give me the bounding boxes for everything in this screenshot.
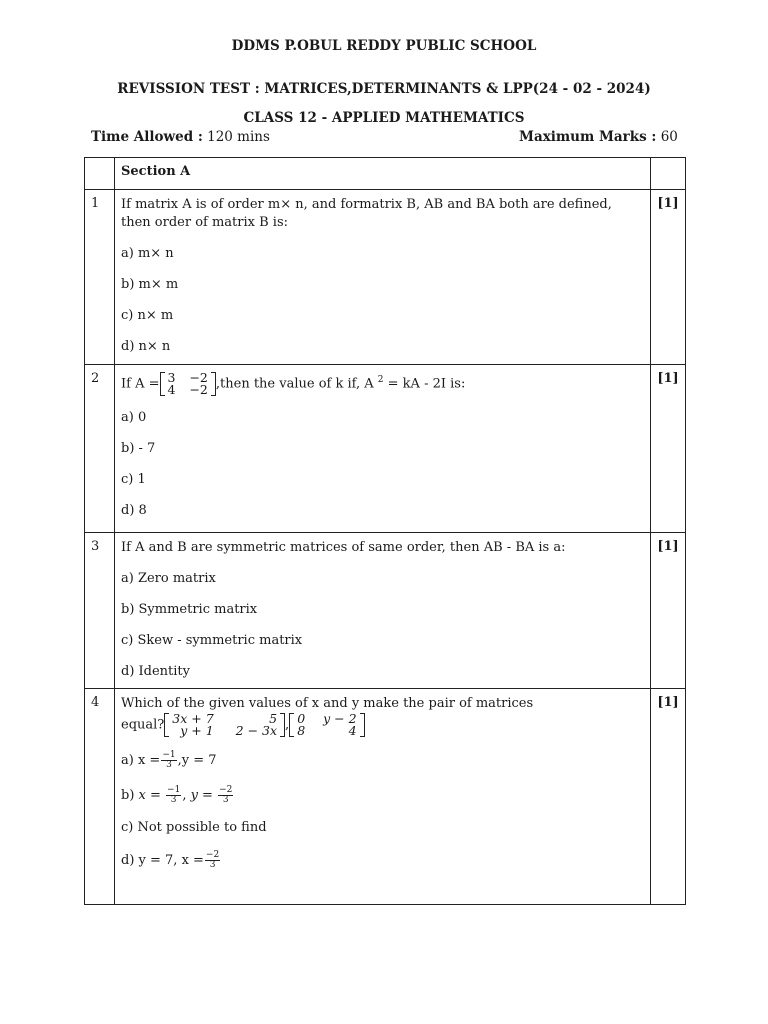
matrix-cell: −2 (189, 381, 208, 397)
matrix-cell: 3 (167, 369, 176, 385)
question-text: If A and B are symmetric matrices of same order, then AB - BA is a: (121, 540, 566, 555)
text-after: ,then the value of k if, A (215, 376, 374, 392)
question-text: Which of the given values of x and y make the pair of matrices (121, 696, 534, 711)
option-a (121, 751, 644, 770)
option-d (121, 851, 644, 870)
numerator: −2 (205, 850, 220, 860)
fraction (166, 786, 181, 805)
option-d: d) Identity (121, 664, 190, 679)
matrix-cell: −2 (189, 369, 208, 385)
option-a-suffix: ,y = 7 (177, 753, 217, 768)
question-marks: [1] (651, 190, 686, 365)
question-body (115, 190, 651, 365)
fraction (218, 786, 233, 805)
question-text: If matrix A is of order m× n, and formatrix B, AB and BA both are defined, then order of matrix B is: (121, 197, 612, 230)
option-a-prefix: a) x = (121, 753, 161, 768)
equal-label: equal? (121, 717, 165, 733)
option-d: d) 8 (121, 502, 147, 518)
question-marks: [1] (651, 365, 686, 533)
option-c: c) n× m (121, 308, 174, 323)
variable-x: x = (138, 788, 161, 803)
time-value: 120 mins (207, 129, 270, 145)
question-body (115, 365, 651, 533)
question-row-1 (85, 190, 686, 365)
option-b: b) m× m (121, 277, 179, 292)
text-before: If A = (121, 376, 160, 392)
question-body (115, 533, 651, 689)
option-d-prefix: d) y = 7, x = (121, 853, 204, 868)
matrix-left (164, 713, 285, 737)
superscript: 2 (377, 375, 384, 385)
question-marks: [1] (651, 689, 686, 905)
question-equation (121, 713, 644, 737)
question-number: 1 (85, 190, 115, 365)
denominator: 3 (209, 860, 216, 870)
question-row-4 (85, 689, 686, 905)
option-b: b) Symmetric matrix (121, 602, 258, 617)
option-c: c) 1 (121, 471, 146, 487)
section-title: Section A (115, 158, 651, 190)
option-a: a) 0 (121, 409, 147, 425)
denominator: 3 (170, 795, 177, 805)
time-label: Time Allowed : (91, 129, 203, 145)
matrix-right (289, 713, 364, 737)
fraction (205, 851, 220, 870)
matrix-cell: 0 (297, 711, 306, 726)
separator: , (182, 788, 191, 803)
school-name: DDMS P.OBUL REDDY PUBLIC SCHOOL (231, 38, 537, 54)
matrix-cell: 5 (269, 711, 278, 726)
question-number: 3 (85, 533, 115, 689)
option-b-prefix: b) (121, 788, 139, 803)
question-row-3 (85, 533, 686, 689)
text-end: = kA - 2I is: (383, 376, 466, 392)
marks-label: Maximum Marks : (519, 129, 657, 145)
section-row (85, 158, 686, 190)
matrix-cell: 4 (167, 381, 176, 397)
variable-y: y = (190, 788, 213, 803)
denominator: 3 (222, 795, 229, 805)
option-b (121, 786, 644, 805)
option-b: b) - 7 (121, 440, 156, 456)
numerator: −2 (219, 785, 233, 795)
matrix-cell: 3x + 7 (172, 711, 214, 726)
fraction (161, 751, 176, 770)
marks-value: 60 (660, 129, 678, 145)
option-c: c) Not possible to find (121, 820, 267, 835)
question-row-2 (85, 365, 686, 533)
matrix-cell: 4 (348, 723, 357, 738)
option-d: d) n× n (121, 339, 171, 354)
option-c: c) Skew - symmetric matrix (121, 633, 303, 648)
matrix-cell: y + 1 (180, 723, 214, 738)
matrix-a (160, 369, 216, 397)
numerator: −1 (162, 750, 176, 760)
class-line: CLASS 12 - APPLIED MATHEMATICS (243, 110, 525, 126)
question-number: 2 (85, 365, 115, 533)
question-text (121, 371, 644, 396)
matrix-separator: , (285, 717, 290, 733)
matrix-cell: 8 (297, 723, 306, 738)
matrix-cell: y − 2 (323, 711, 357, 726)
question-body (115, 689, 651, 905)
denominator: 3 (166, 760, 172, 770)
option-a: a) Zero matrix (121, 571, 216, 586)
numerator: −1 (167, 785, 181, 795)
question-marks: [1] (651, 533, 686, 689)
option-a: a) m× n (121, 246, 174, 261)
test-title: REVISSION TEST : MATRICES,DETERMINANTS & LPP(24 - 02 - 2024) (117, 81, 651, 97)
time-allowed (91, 129, 270, 145)
maximum-marks (519, 129, 678, 145)
question-table (84, 157, 686, 905)
question-number: 4 (85, 689, 115, 905)
matrix-cell: 2 − 3x (235, 723, 278, 738)
